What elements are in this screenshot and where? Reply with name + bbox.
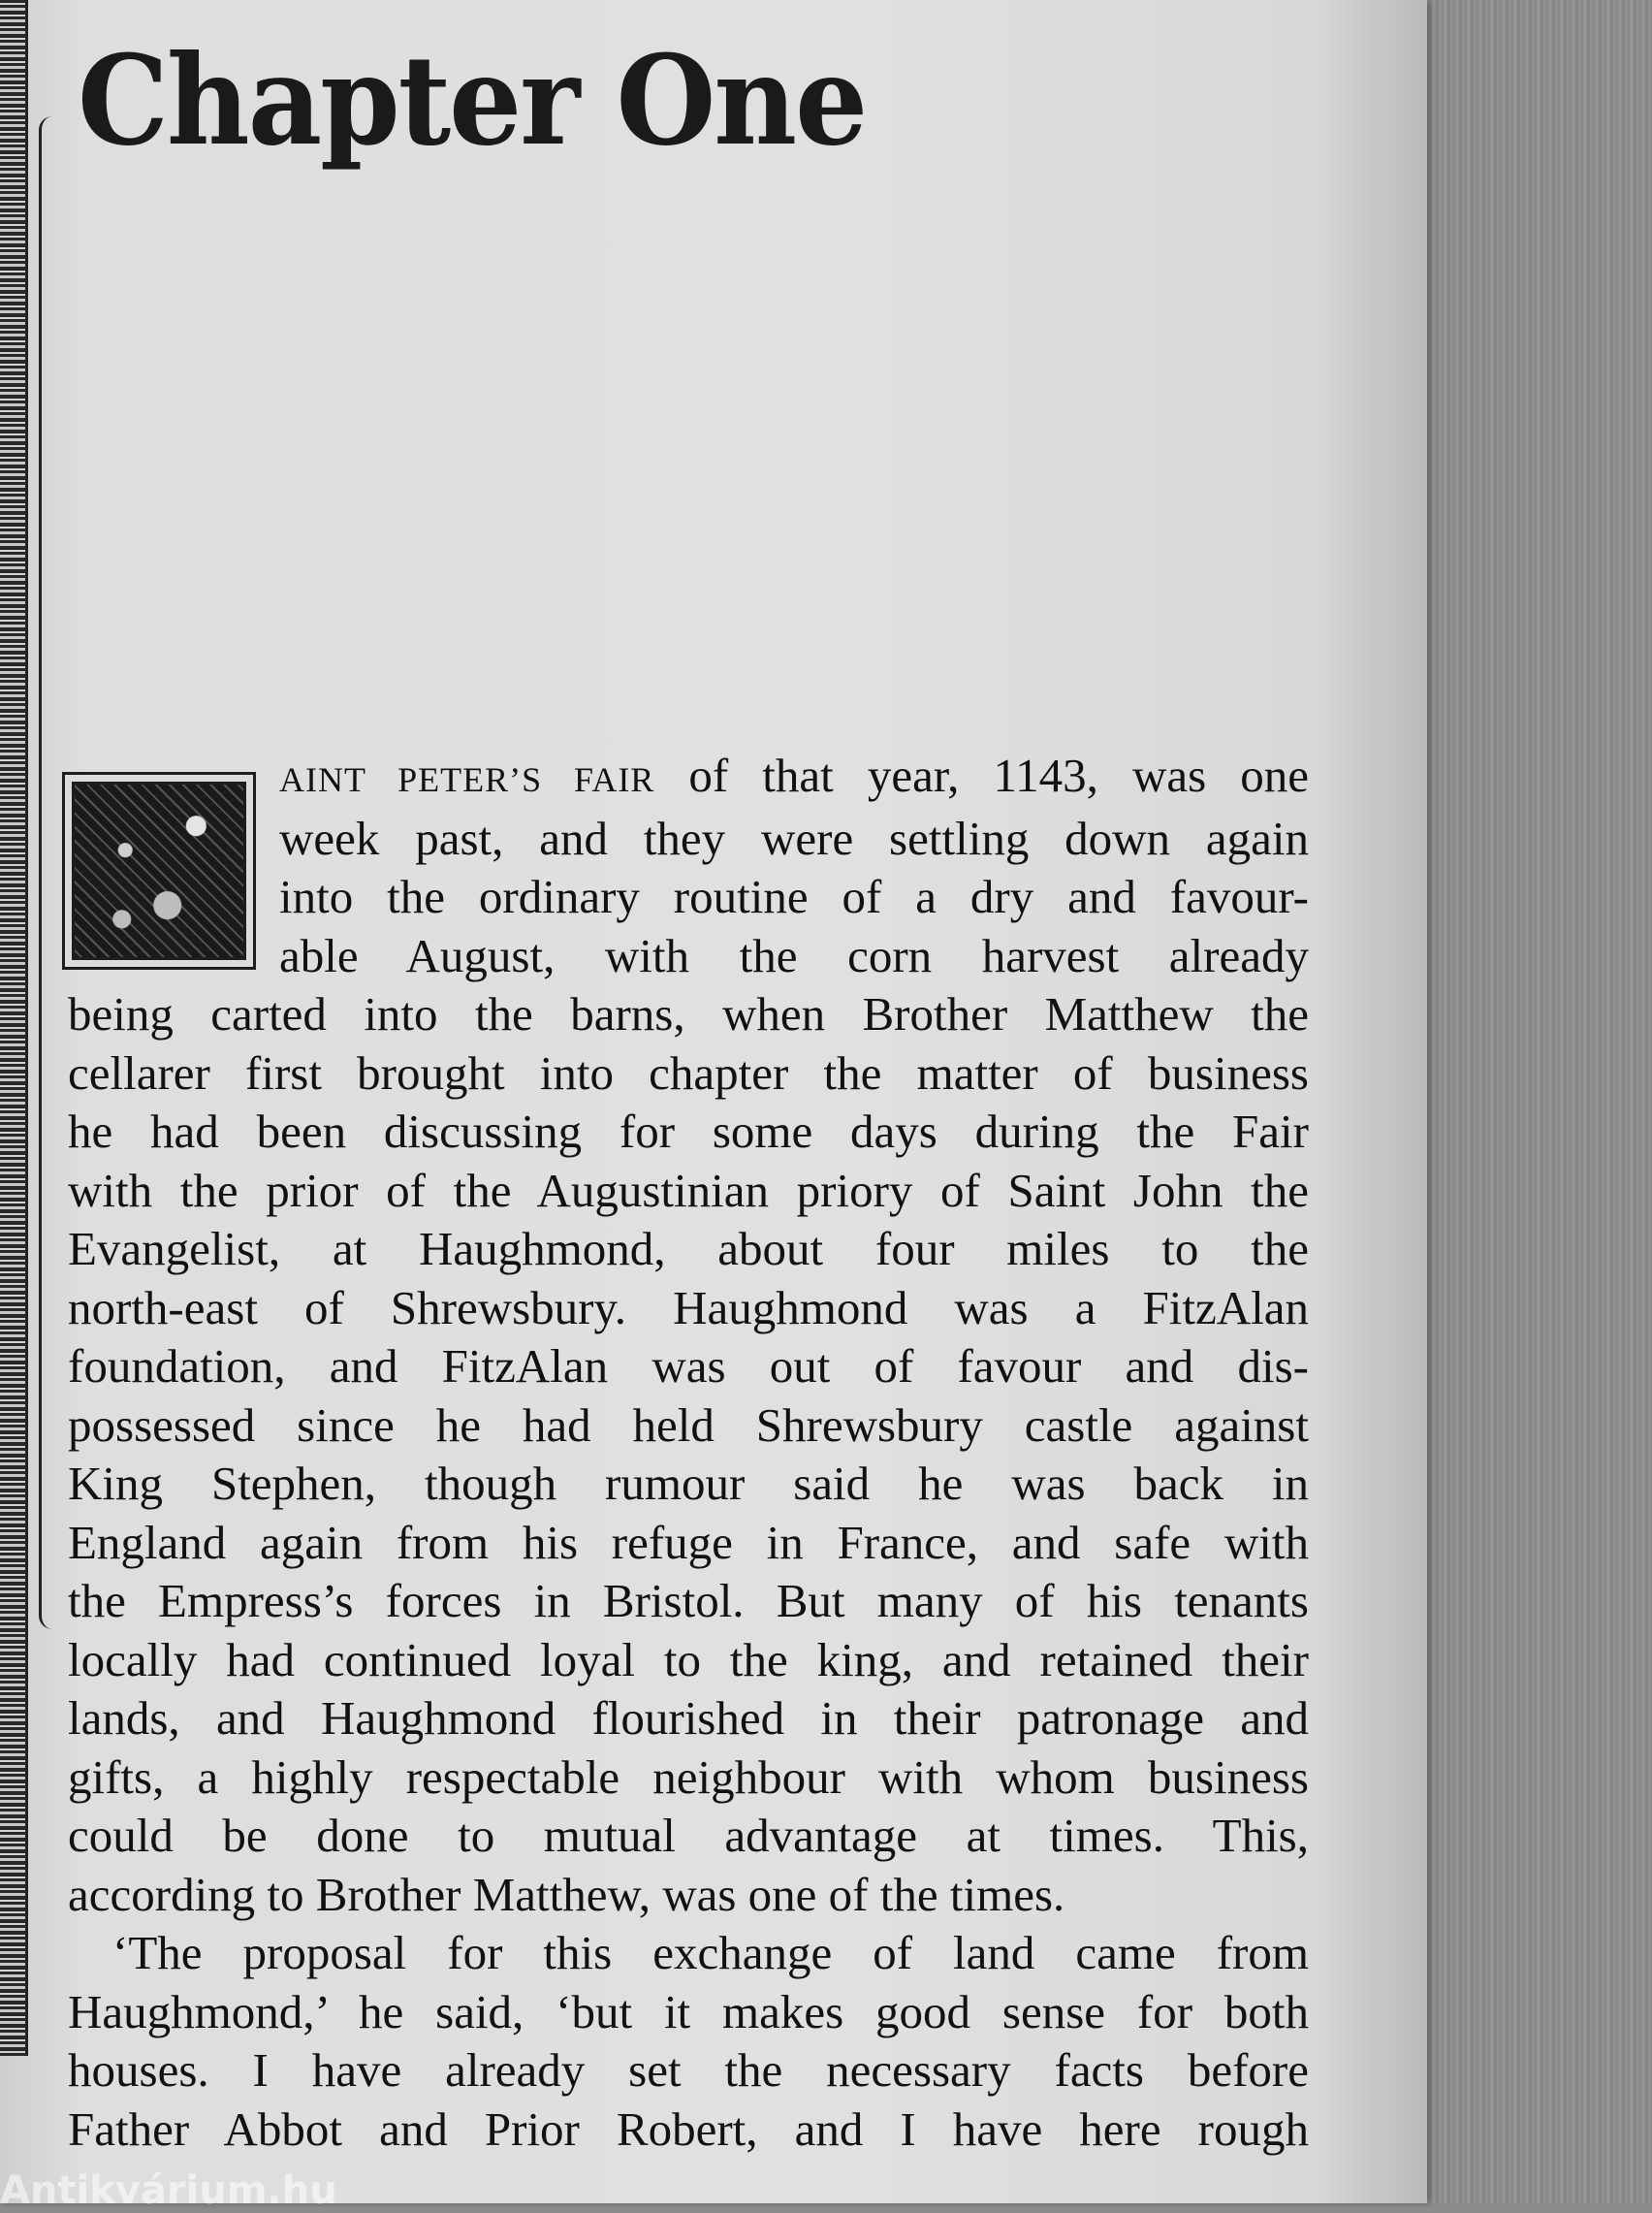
paragraph xyxy=(68,1924,1309,2159)
text-line: ‘The proposal for this exchange of land came from xyxy=(112,1926,1309,1979)
text-line: north-east of Shrewsbury. Haughmond was a FitzAlan xyxy=(68,1280,1309,1334)
text-line: locally had continued loyal to the king, and retained their xyxy=(68,1632,1309,1686)
text-line-rest: of that year, 1143, was one xyxy=(654,749,1310,802)
text-line: possessed since he had held Shrewsbury castle against xyxy=(68,1397,1309,1452)
text-line: Evangelist, at Haughmond, about four miles to the xyxy=(68,1222,1309,1275)
text-line: gifts, a highly respectable neighbour with whom business xyxy=(68,1749,1309,1804)
text-line: Haughmond,’ he said, ‘but it makes good sense for both xyxy=(68,1984,1309,2038)
text-line: King Stephen, though rumour said he was back in xyxy=(68,1457,1309,1510)
text-line: being carted into the barns, when Brother Matthew the xyxy=(68,987,1309,1041)
text-line xyxy=(279,747,1309,810)
text-line: could be done to mutual advantage at times. This, xyxy=(68,1809,1309,1862)
text-line: week past, and they were settling down again xyxy=(279,811,1309,865)
text-line: into the ordinary routine of a dry and favour- xyxy=(279,870,1309,923)
text-line: he had been discussing for some days during the Fair xyxy=(68,1105,1309,1158)
text-line: able August, with the corn harvest already xyxy=(279,928,1309,982)
opening-small-caps: AINT PETER’S FAIR xyxy=(279,760,655,799)
paragraph xyxy=(68,747,1309,1924)
text-line: lands, and Haughmond flourished in their patronage and xyxy=(68,1691,1309,1745)
text-line: Father Abbot and Prior Robert, and I have here rough xyxy=(68,2101,1309,2156)
text-line: the Empress’s forces in Bristol. But many of his tenants xyxy=(68,1574,1309,1627)
text-line: houses. I have already set the necessary facts before xyxy=(68,2043,1309,2097)
text-line: foundation, and FitzAlan was out of favour and dis- xyxy=(68,1339,1309,1393)
scan-background xyxy=(1425,0,1652,2203)
text-line: cellarer first brought into chapter the matter of business xyxy=(68,1045,1309,1100)
chapter-heading: Chapter One xyxy=(78,27,867,174)
decorative-border xyxy=(0,0,28,2056)
text-line: England again from his refuge in France, and safe with xyxy=(68,1515,1309,1569)
body-text xyxy=(68,747,1309,2159)
text-line: according to Brother Matthew, was one of the times. xyxy=(68,1867,1065,1921)
margin-bracket xyxy=(39,116,57,1629)
watermark: Antikvárium.hu xyxy=(0,2168,337,2213)
text-line: with the prior of the Augustinian priory of Saint John the xyxy=(68,1163,1309,1217)
